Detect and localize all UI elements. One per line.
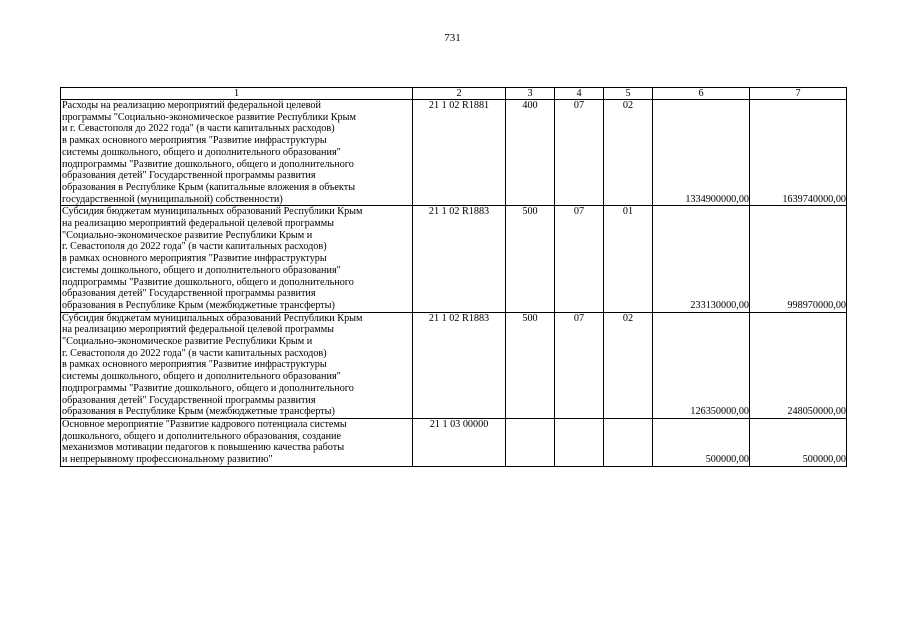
description-line: образования детей" Государственной программы развития	[62, 288, 316, 300]
subsection-code: 02	[604, 312, 653, 418]
section-code: 07	[555, 206, 604, 312]
target-article-code: 21 1 02 R1883	[413, 206, 506, 312]
column-header-3: 3	[506, 88, 555, 100]
target-article-code: 21 1 03 00000	[413, 418, 506, 466]
description-line: Субсидия бюджетам муниципальных образований Республики Крым	[62, 206, 363, 218]
description-line: подпрограммы "Развитие дошкольного, общего и дополнительного	[62, 158, 354, 170]
row-description	[61, 206, 413, 312]
amount-column-7: 998970000,00	[750, 206, 847, 312]
section-code: 07	[555, 312, 604, 418]
description-line: образования в Республике Крым (межбюджетные трансферты)	[62, 299, 335, 311]
section-code: 07	[555, 100, 604, 206]
description-line: в рамках основного мероприятия "Развитие инфраструктуры	[62, 359, 327, 371]
description-line: на реализацию мероприятий федеральной целевой программы	[62, 324, 335, 336]
row-description	[61, 312, 413, 418]
table-row	[61, 100, 847, 206]
description-line: г. Севастополя до 2022 года" (в части капитальных расходов)	[62, 347, 327, 359]
header-row	[61, 88, 847, 100]
description-line: образования в Республике Крым (межбюджетные трансферты)	[62, 406, 335, 418]
row-description	[61, 100, 413, 206]
column-header-5: 5	[604, 88, 653, 100]
amount-column-7: 1639740000,00	[750, 100, 847, 206]
subsection-code	[604, 418, 653, 466]
description-line: системы дошкольного, общего и дополнительного образования"	[62, 264, 341, 276]
expense-type-code: 400	[506, 100, 555, 206]
page-number: 731	[444, 32, 461, 44]
column-header-2: 2	[413, 88, 506, 100]
column-header-4: 4	[555, 88, 604, 100]
description-line: образования в Республике Крым (капитальные вложения в объекты	[62, 181, 356, 193]
description-line: системы дошкольного, общего и дополнительного образования"	[62, 146, 341, 158]
description-line: механизмов мотивации педагогов к повышению качества работы	[62, 442, 345, 454]
column-header-1: 1	[61, 88, 413, 100]
amount-column-6: 126350000,00	[653, 312, 750, 418]
amount-column-6: 1334900000,00	[653, 100, 750, 206]
description-line: Основное мероприятие "Развитие кадрового потенциала системы	[62, 418, 347, 430]
description-line: государственной (муниципальной) собственности)	[62, 193, 283, 205]
table-row	[61, 206, 847, 312]
subsection-code: 01	[604, 206, 653, 312]
description-line: Расходы на реализацию мероприятий федеральной целевой	[62, 100, 321, 111]
column-header-6: 6	[653, 88, 750, 100]
description-line: программы "Социально-экономическое развитие Республики Крым	[62, 111, 356, 123]
expense-type-code	[506, 418, 555, 466]
description-line: г. Севастополя до 2022 года" (в части капитальных расходов)	[62, 241, 327, 253]
description-line: подпрограммы "Развитие дошкольного, общего и дополнительного	[62, 276, 354, 288]
description-line: Субсидия бюджетам муниципальных образований Республики Крым	[62, 312, 363, 324]
description-line: образования детей" Государственной программы развития	[62, 394, 316, 406]
expense-type-code: 500	[506, 312, 555, 418]
description-line: дошкольного, общего и дополнительного образования, создание	[62, 430, 342, 442]
expense-type-code: 500	[506, 206, 555, 312]
target-article-code: 21 1 02 R1881	[413, 100, 506, 206]
description-line: на реализацию мероприятий федеральной целевой программы	[62, 218, 335, 230]
description-line: и непрерывному профессиональному развитию"	[62, 454, 273, 466]
description-line: в рамках основного мероприятия "Развитие инфраструктуры	[62, 135, 327, 147]
description-line: подпрограммы "Развитие дошкольного, общего и дополнительного	[62, 382, 354, 394]
description-line: в рамках основного мероприятия "Развитие инфраструктуры	[62, 253, 327, 265]
description-line: "Социально-экономическое развитие Республики Крым и	[62, 336, 313, 348]
description-line: и г. Севастополя до 2022 года" (в части капитальных расходов)	[62, 123, 335, 135]
amount-column-6: 233130000,00	[653, 206, 750, 312]
row-description	[61, 418, 413, 466]
amount-column-7: 500000,00	[750, 418, 847, 466]
table-row	[61, 418, 847, 466]
budget-table	[60, 87, 847, 467]
amount-column-6: 500000,00	[653, 418, 750, 466]
column-header-7: 7	[750, 88, 847, 100]
description-line: системы дошкольного, общего и дополнительного образования"	[62, 371, 341, 383]
description-line: "Социально-экономическое развитие Республики Крым и	[62, 229, 313, 241]
section-code	[555, 418, 604, 466]
target-article-code: 21 1 02 R1883	[413, 312, 506, 418]
subsection-code: 02	[604, 100, 653, 206]
table-row	[61, 312, 847, 418]
description-line: образования детей" Государственной программы развития	[62, 170, 316, 182]
amount-column-7: 248050000,00	[750, 312, 847, 418]
